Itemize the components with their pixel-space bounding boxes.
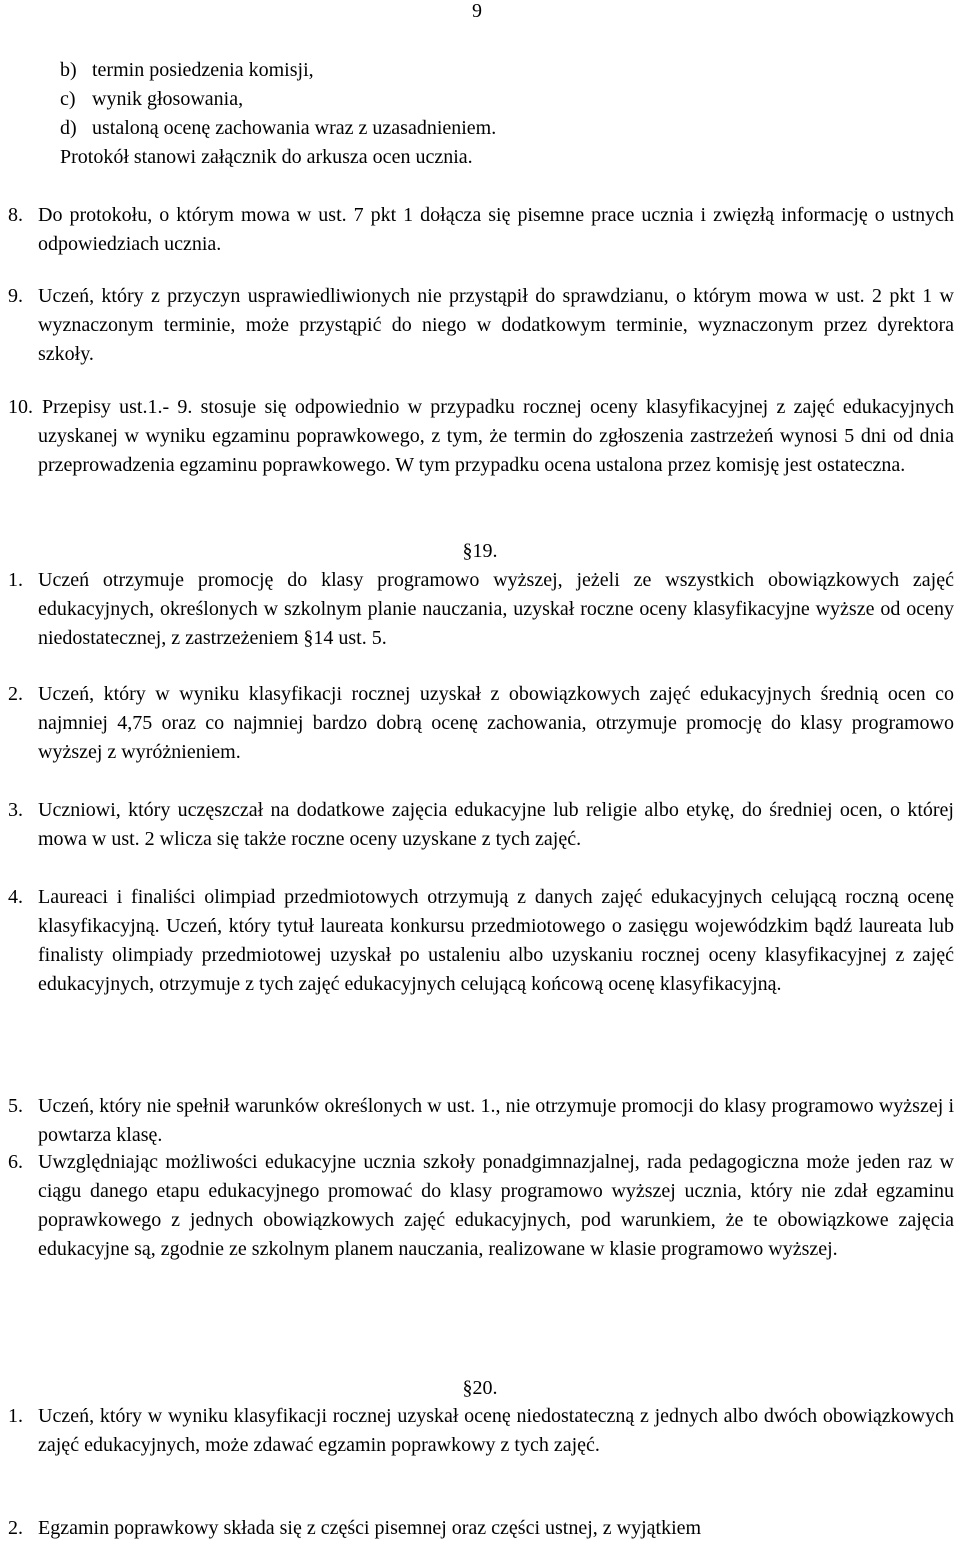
paragraph-20-1	[0, 1402, 960, 1460]
list-item	[60, 56, 496, 85]
paragraph-19-5	[0, 1092, 960, 1150]
list-item	[60, 85, 496, 114]
paragraph-number: 5.	[8, 1095, 23, 1117]
section-heading-20: §20.	[462, 1377, 498, 1399]
paragraph-text: Przepisy ust.1.- 9. stosuje się odpowiednio w przypadku rocznej oceny klasyfikacyjnej z zajęć edukacyjnych uzyskanej w wyniku egzaminu poprawkowego, z tym, że termin do zgłoszenia zastrzeżeń wynosi 5 dni od dnia przeprowadzenia egzaminu poprawkowego. W tym przypadku ocena ustalona przez komisję jest ostateczna.	[38, 396, 954, 476]
sub-list	[60, 56, 496, 143]
paragraph-text: Do protokołu, o którym mowa w ust. 7 pkt 1 dołącza się pisemne prace ucznia i zwięzłą informację o ustnych odpowiedziach ucznia.	[38, 204, 954, 255]
list-item-letter: d)	[60, 117, 77, 139]
paragraph-text: Laureaci i finaliści olimpiad przedmiotowych otrzymują z danych zajęć edukacyjnych celującą roczną ocenę klasyfikacyjną. Uczeń, który tytuł laureata konkursu przedmiotowego o zasięgu wojewódzkim bądź laureata lub finalisty olimpiady przedmiotowej uzyskał po ustaleniu albo uzyskaniu rocznej oceny klasyfikacyjnej z zajęć edukacyjnych, otrzymuje z tych zajęć edukacyjnych celującą końcową ocenę klasyfikacyjną.	[38, 886, 954, 995]
paragraph-number: 9.	[8, 285, 23, 307]
page-number: 9	[472, 0, 482, 22]
paragraph-number: 2.	[8, 1517, 23, 1539]
paragraph-19-4	[0, 883, 960, 999]
paragraph-number: 8.	[8, 204, 23, 226]
paragraph-20-2	[0, 1514, 960, 1543]
paragraph-19-6	[0, 1148, 960, 1264]
paragraph-19-3	[0, 796, 960, 854]
paragraph-19-1	[0, 566, 960, 653]
list-item	[60, 114, 496, 143]
paragraph-text: Uczeń, który z przyczyn usprawiedliwionych nie przystąpił do sprawdzianu, o którym mowa w ust. 2 pkt 1 w wyznaczonym terminie, może przystąpić do niego w dodatkowym terminie, wyznaczonym przez dyrektora szkoły.	[38, 285, 954, 365]
paragraph-number: 10.	[8, 396, 33, 418]
paragraph-number: 1.	[8, 569, 23, 591]
paragraph-text: Egzamin poprawkowy składa się z części pisemnej oraz części ustnej, z wyjątkiem	[38, 1517, 702, 1539]
list-item-text: wynik głosowania,	[92, 88, 244, 110]
paragraph-19-2	[0, 680, 960, 767]
section-heading-19: §19.	[462, 540, 498, 562]
paragraph-number: 4.	[8, 886, 23, 908]
paragraph-number: 3.	[8, 799, 23, 821]
paragraph-8	[0, 201, 960, 259]
paragraph-text: Uczeń, który w wyniku klasyfikacji rocznej uzyskał ocenę niedostateczną z jednych albo dwóch obowiązkowych zajęć edukacyjnych, może zdawać egzamin poprawkowy z tych zajęć.	[38, 1405, 954, 1456]
paragraph-number: 1.	[8, 1405, 23, 1427]
paragraph-text: Uczeń otrzymuje promocję do klasy programowo wyższej, jeżeli ze wszystkich obowiązkowych zajęć edukacyjnych, określonych w szkolnym planie nauczania, uzyskał roczne oceny klasyfikacyjne wyższe od oceny niedostatecznej, z zastrzeżeniem §14 ust. 5.	[38, 569, 954, 649]
list-item-letter: c)	[60, 88, 76, 110]
paragraph-number: 2.	[8, 683, 23, 705]
paragraph-9	[0, 282, 960, 369]
list-item-letter: b)	[60, 59, 77, 81]
paragraph-text: Uczeń, który nie spełnił warunków określonych w ust. 1., nie otrzymuje promocji do klasy programowo wyższej i powtarza klasę.	[38, 1095, 954, 1146]
protocol-note: Protokół stanowi załącznik do arkusza ocen ucznia.	[60, 146, 473, 168]
list-item-text: ustaloną ocenę zachowania wraz z uzasadnieniem.	[92, 117, 497, 139]
paragraph-text: Uwzględniając możliwości edukacyjne ucznia szkoły ponadgimnazjalnej, rada pedagogiczna może jeden raz w ciągu danego etapu edukacyjnego promować do klasy programowo wyższej ucznia, który nie zdał egzaminu poprawkowego z jednych obowiązkowych zajęć edukacyjnych, pod warunkiem, że te obowiązkowe zajęcia edukacyjne są, zgodnie ze szkolnym planem nauczania, realizowane w klasie programowo wyższej.	[38, 1151, 954, 1260]
paragraph-text: Uczniowi, który uczęszczał na dodatkowe zajęcia edukacyjne lub religie albo etykę, do średniej ocen, o której mowa w ust. 2 wlicza się także roczne oceny uzyskane z tych zajęć.	[38, 799, 954, 850]
paragraph-10	[0, 393, 960, 480]
paragraph-text: Uczeń, który w wyniku klasyfikacji rocznej uzyskał z obowiązkowych zajęć edukacyjnych średnią ocen co najmniej 4,75 oraz co najmniej bardzo dobrą ocenę zachowania, otrzymuje promocję do klasy programowo wyższej z wyróżnieniem.	[38, 683, 954, 763]
paragraph-number: 6.	[8, 1151, 23, 1173]
list-item-text: termin posiedzenia komisji,	[92, 59, 314, 81]
